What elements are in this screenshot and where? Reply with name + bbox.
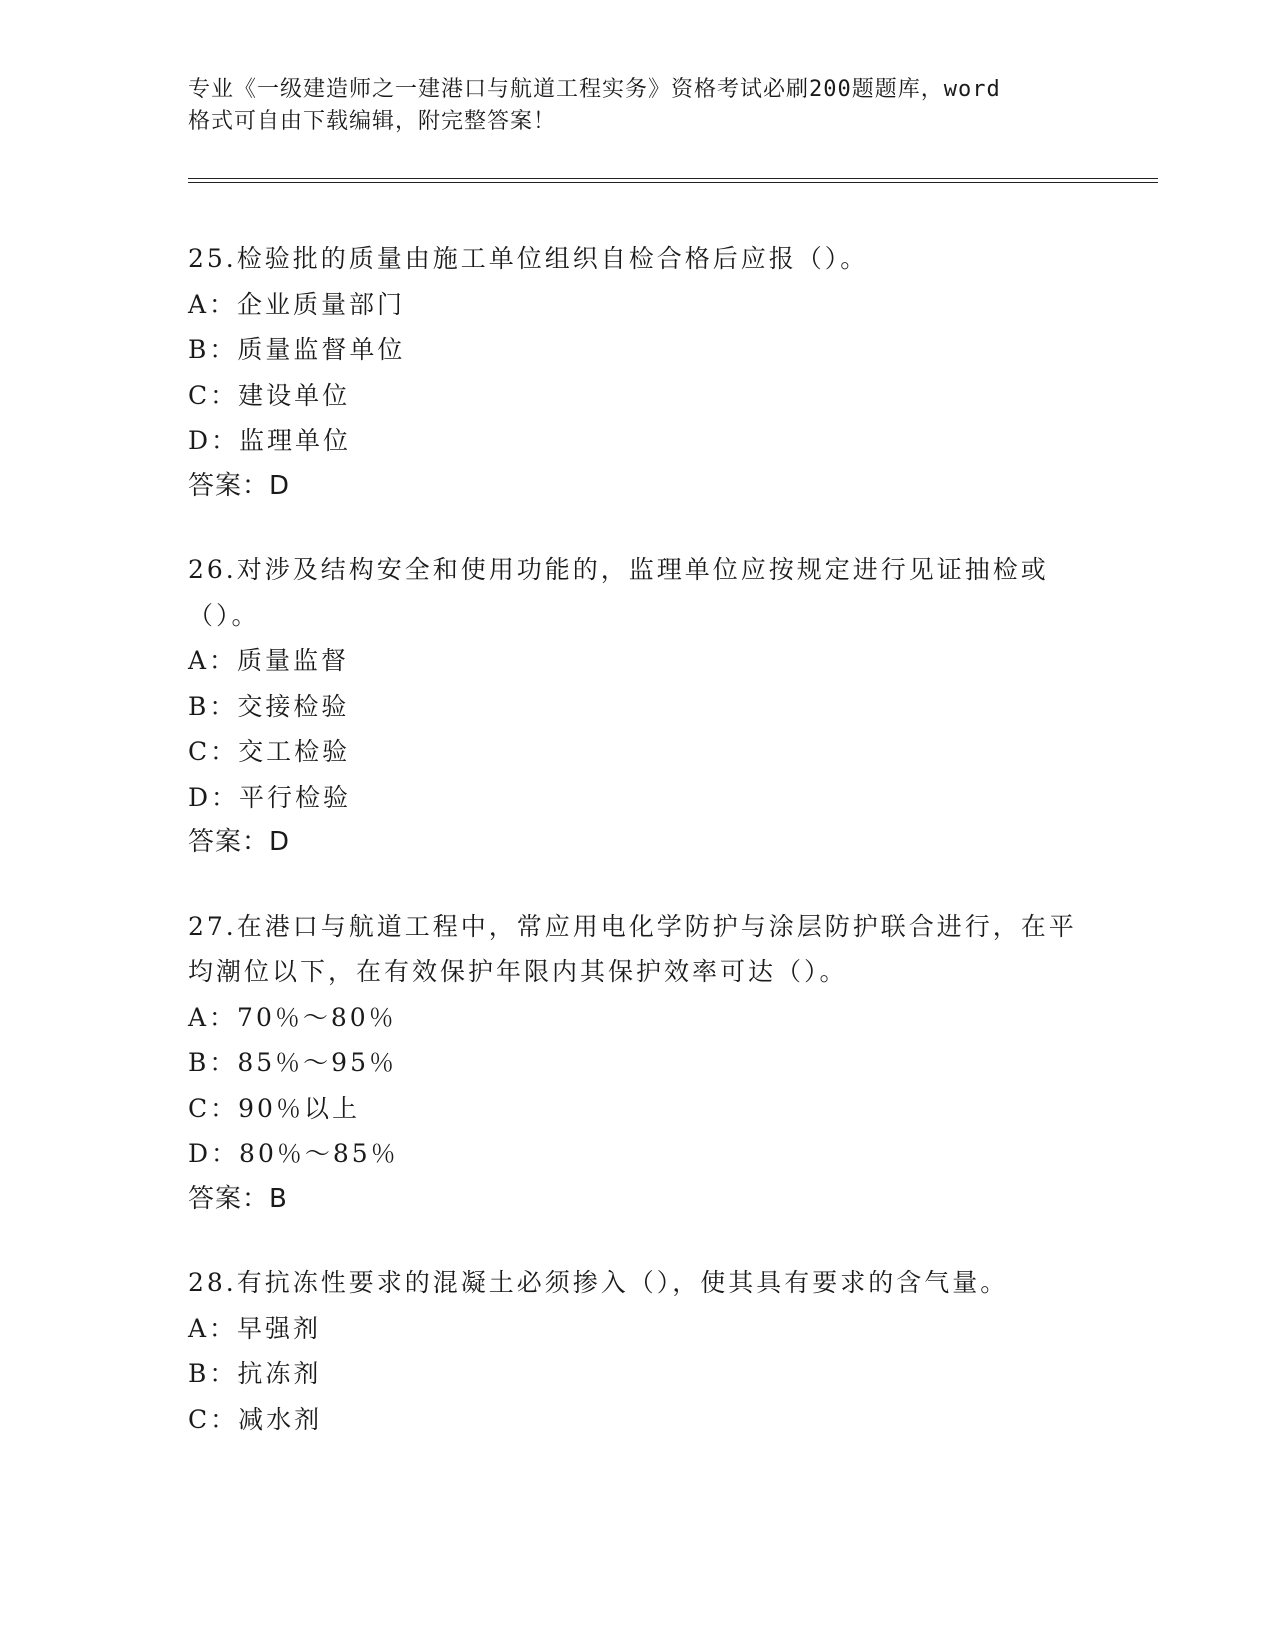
option-b: B：交接检验 <box>188 691 350 721</box>
option-d: D：平行检验 <box>188 782 352 812</box>
question-stem: 25.检验批的质量由施工单位组织自检合格后应报（）。 <box>188 244 869 273</box>
document-header <box>188 74 1068 138</box>
option-d: D：监理单位 <box>188 426 352 455</box>
option-a: A：早强剂 <box>188 1313 322 1343</box>
question-26 <box>188 547 1088 866</box>
answer: 答案：B <box>188 1183 288 1214</box>
option-c: C：建设单位 <box>188 380 351 410</box>
header-double-rule <box>188 178 1158 183</box>
option-c: C：减水剂 <box>188 1404 323 1434</box>
question-stem: 26.对涉及结构安全和使用功能的，监理单位应按规定进行见证抽检或（）。 <box>188 555 1049 630</box>
question-stem: 28.有抗冻性要求的混凝土必须掺入（），使其具有要求的含气量。 <box>188 1268 1009 1297</box>
question-stem: 27.在港口与航道工程中，常应用电化学防护与涂层防护联合进行，在平均潮位以下，在有效保护年限内其保护效率可达（）。 <box>188 911 1077 986</box>
option-c: C：交工检验 <box>188 737 351 766</box>
option-b: B：质量监督单位 <box>188 335 406 364</box>
header-line-1: 专业《一级建造师之一建港口与航道工程实务》资格考试必刷200题题库，word <box>188 77 1001 102</box>
header-line-2: 格式可自由下载编辑，附完整答案！ <box>188 109 557 134</box>
option-b: B：85％～95％ <box>188 1048 397 1077</box>
option-d: D：80％～85％ <box>188 1139 399 1168</box>
option-a: A：70％～80％ <box>188 1002 397 1032</box>
question-25 <box>188 236 1088 509</box>
answer: 答案：D <box>188 827 291 857</box>
option-a: A：企业质量部门 <box>188 289 406 319</box>
option-a: A：质量监督 <box>188 646 350 675</box>
question-28 <box>188 1260 1088 1442</box>
question-27 <box>188 904 1088 1223</box>
question-list <box>188 236 1088 1480</box>
option-b: B：抗冻剂 <box>188 1359 322 1388</box>
answer: 答案：D <box>188 470 291 501</box>
option-c: C：90％以上 <box>188 1093 360 1123</box>
